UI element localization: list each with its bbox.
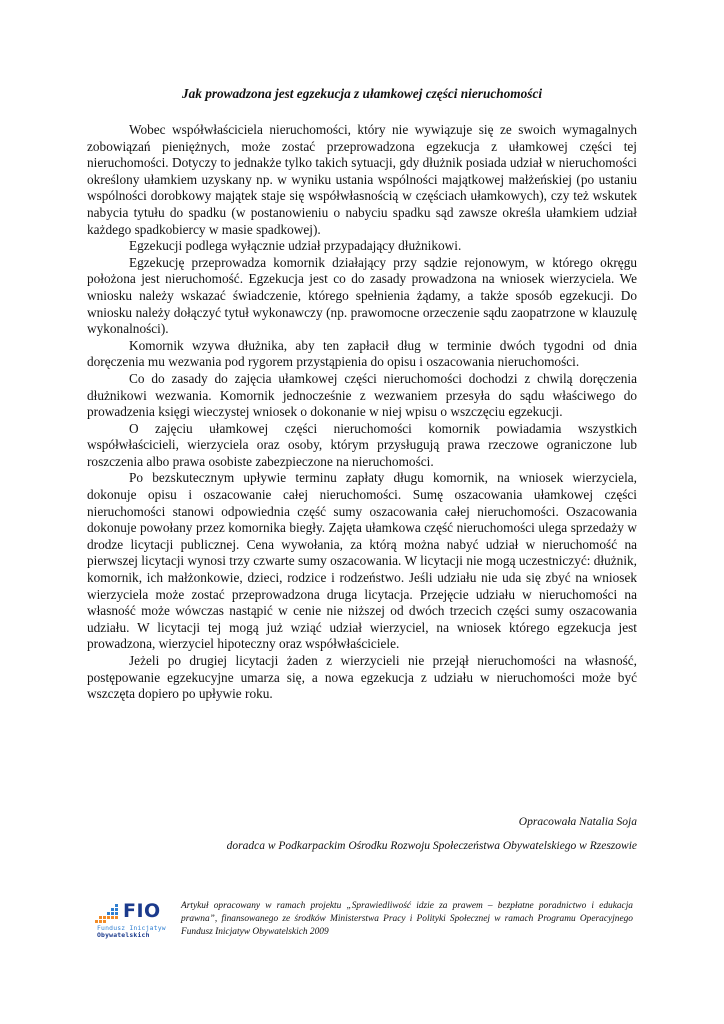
footer-note: Artykuł opracowany w ramach projektu „Sprawiedliwość idzie za prawem – bezpłatne poradnictwo i edukacja prawna”, finansowanego ze środków Ministerstwa Pracy i Polityki Społecznej w ramach Programu Operacyjnego Fundusz Inicjatyw Obywatelskich 2009 (181, 901, 633, 937)
paragraph-7: Po bezskutecznym upływie terminu zapłaty długu komornik, na wniosek wierzyciela, dokonuje opisu i oszacowanie całej nieruchomości. Sumę oszacowania ułamkowej części nieruchomości stanowi odpowiednia część sumy oszacowania całej nieruchomości. Oszacowania dokonuje powołany przez komornika biegły. Zajęta ułamkowa część nieruchomości ulega sprzedaży w drodze licytacji publicznej. Cena wywołania, za którą można nabyć udział w nieruchomość na pierwszej licytacji wynosi trzy czwarte sumy oszacowania. W licytacji nie mogą uczestniczyć: dłużnik, komornik, ich małżonkowie, dzieci, rodzice i rodzeństwo. Jeśli udziału nie uda się zbyć na wniosek wierzyciela może zostać przeprowadzona druga licytacja. Przejęcie udziału w nieruchomości na własność może wówczas nastąpić w cenie nie niższej od dwóch trzecich części sumy oszacowania udziału. W licytacji tej mogą już wziąć udział wierzyciel, na wniosek którego egzekucja jest prowadzona, wierzyciel hipoteczny oraz współwłaściciele. (87, 470, 637, 652)
page-footer (95, 900, 635, 950)
paragraph-6: O zajęciu ułamkowej części nieruchomości komornik powiadamia wszystkich współwłaścicieli, wierzyciela oraz osoby, którym przysługują prawa rzeczowe ograniczone lub roszczenia albo prawa osobiste zabezpieczone na nieruchomości. (87, 420, 637, 469)
paragraph-3: Egzekucję przeprowadza komornik działający przy sądzie rejonowym, w którego okręgu położona jest nieruchomość. Egzekucja jest co do zasady prowadzona na wniosek wierzyciela. We wniosku należy wskazać świadczenie, którego spełnienia żądamy, a także sposób egzekucji. Do wniosku należy dołączyć tytuł wykonawczy (np. prawomocne orzeczenie sądu zaopatrzone w klauzulę wykonalności). (87, 254, 637, 337)
author-role: doradca w Podkarpackim Ośrodku Rozwoju Społeczeństwa Obywatelskiego w Rzeszowie (226, 840, 637, 852)
paragraph-2: Egzekucji podlega wyłącznie udział przypadający dłużnikowi. (129, 238, 462, 254)
paragraph-5: Co do zasady do zajęcia ułamkowej części nieruchomości dochodzi z chwilą doręczenia dłużnikowi wezwania. Komornik jednocześnie z wezwaniem przesyła do sądu właściwego do prowadzenia księgi wieczystej wniosek o dokonanie w niej wpisu o wszczęciu egzekucji. (87, 370, 637, 420)
author-signature: Opracowała Natalia Soja (518, 816, 637, 828)
paragraph-4: Komornik wzywa dłużnika, aby ten zapłacił dług w terminie dwóch tygodni od dnia doręczenia mu wezwania pod rygorem przystąpienia do opisu i oszacowania nieruchomości. (87, 337, 637, 370)
fio-logo-subtitle-2: Obywatelskich (97, 931, 150, 939)
fio-logo-subtitle-1: Fundusz Inicjatyw (97, 924, 166, 932)
fio-logo-text: FIO (123, 900, 161, 922)
paragraph-1: Wobec współwłaściciela nieruchomości, który nie wywiązuje się ze swoich wymagalnych zobowiązań pieniężnych, może zostać przeprowadzona egzekucja z ułamkowej części tej nieruchomości. Dotyczy to jednakże tylko takich sytuacji, gdy dłużnik posiada udział w nieruchomości określony ułamkiem uzyskany np. w wyniku ustania wspólności majątkowej małżeńskiej (po ustaniu wspólności dorobkowy majątek staje się współwłasnością w częściach ułamkowych), czy też wskutek nabycia tytułu do spadku (w postanowieniu o nabyciu spadku sąd zawsze określa ułamkiem udział każdego spadkobiercy w masie spadkowej). (87, 122, 637, 237)
document-title: Jak prowadzona jest egzekucja z ułamkowej części nieruchomości (181, 86, 543, 101)
paragraph-8: Jeżeli po drugiej licytacji żaden z wierzycieli nie przejął nieruchomości na własność, postępowanie egzekucyjne umarza się, a nowa egzekucja z udziału w nieruchomości może być wszczęta dopiero po upływie roku. (87, 653, 637, 702)
fio-logo (95, 900, 175, 940)
fio-logo-dots-icon (95, 902, 121, 924)
document-body (87, 86, 637, 703)
